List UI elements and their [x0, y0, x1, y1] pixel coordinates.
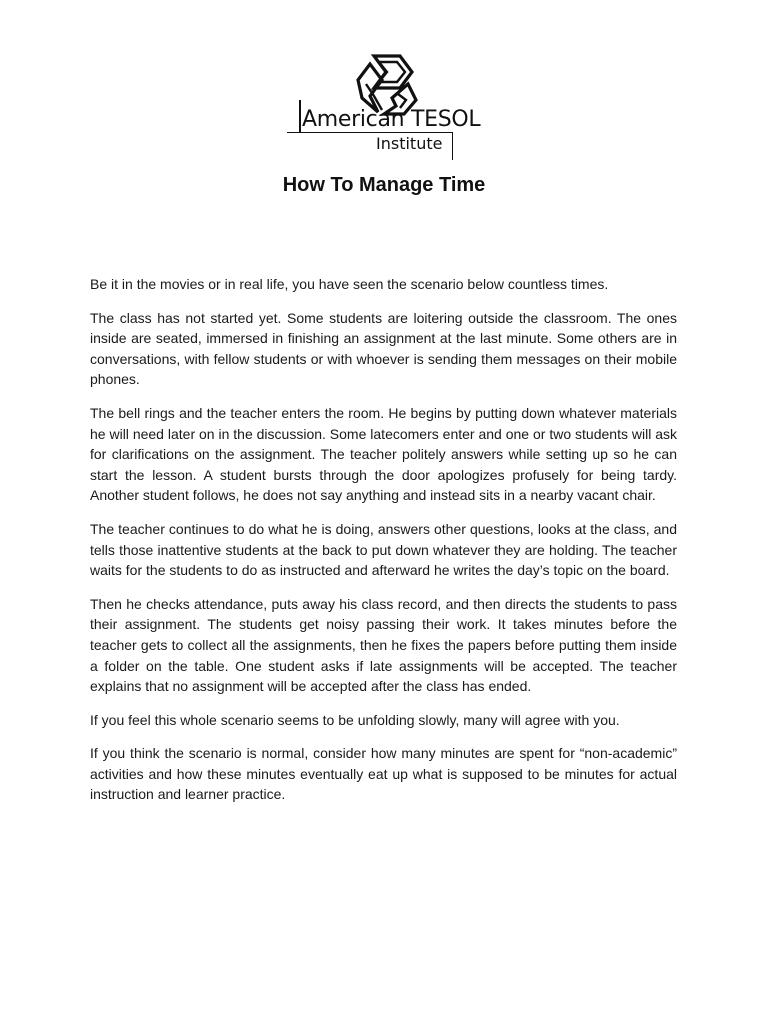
- paragraph: The teacher continues to do what he is doing, answers other questions, looks at the class, and tells those inattentive students at the back to put down whatever they are holding. The teacher waits for the students to do as instructed and afterward he writes the day’s topic on the board.: [90, 520, 677, 579]
- paragraph: If you feel this whole scenario seems to be unfolding slowly, many will agree with you.: [90, 711, 620, 728]
- paragraph: Then he checks attendance, puts away his class record, and then directs the students to pass their assignment. The students get noisy passing their work. It takes minutes before the teacher gets to collect all the assignments, then he fixes the papers before putting them inside a folder on the table. One student asks if late assignments will be accepted. The teacher explains that no assignment will be accepted after the class has ended.: [90, 595, 677, 695]
- logo-left-bar: [299, 100, 301, 133]
- paragraph: The bell rings and the teacher enters the room. He begins by putting down whatever materials he will need later on in the discussion. Some latecomers enter and one or two students will ask for clarifications on the assignment. The teacher politely answers while setting up so he can start the lesson. A student bursts through the door apologizes profusely for being tardy. Another student follows, he does not say anything and instead sits in a nearby vacant chair.: [90, 404, 677, 504]
- logo-name: American TESOL: [302, 107, 481, 132]
- paragraph: Be it in the movies or in real life, you have seen the scenario below countless times.: [90, 276, 609, 292]
- paragraph: The class has not started yet. Some students are loitering outside the classroom. The ones inside are seated, immersed in finishing an assignment at the last minute. Some others are in conversations, with fellow students or with whoever is sending them messages on their mobile phones.: [90, 309, 677, 388]
- american-tesol-logo: [280, 50, 490, 165]
- logo-right-bar: [452, 132, 453, 160]
- document-title: How To Manage Time: [282, 174, 486, 196]
- logo-subname: Institute: [376, 134, 443, 153]
- logo-rule: [287, 132, 453, 133]
- document-body: [90, 274, 677, 818]
- paragraph: If you think the scenario is normal, consider how many minutes are spent for “non-academic” activities and how these minutes eventually eat up what is supposed to be minutes for actual instruction and learner practice.: [90, 745, 677, 803]
